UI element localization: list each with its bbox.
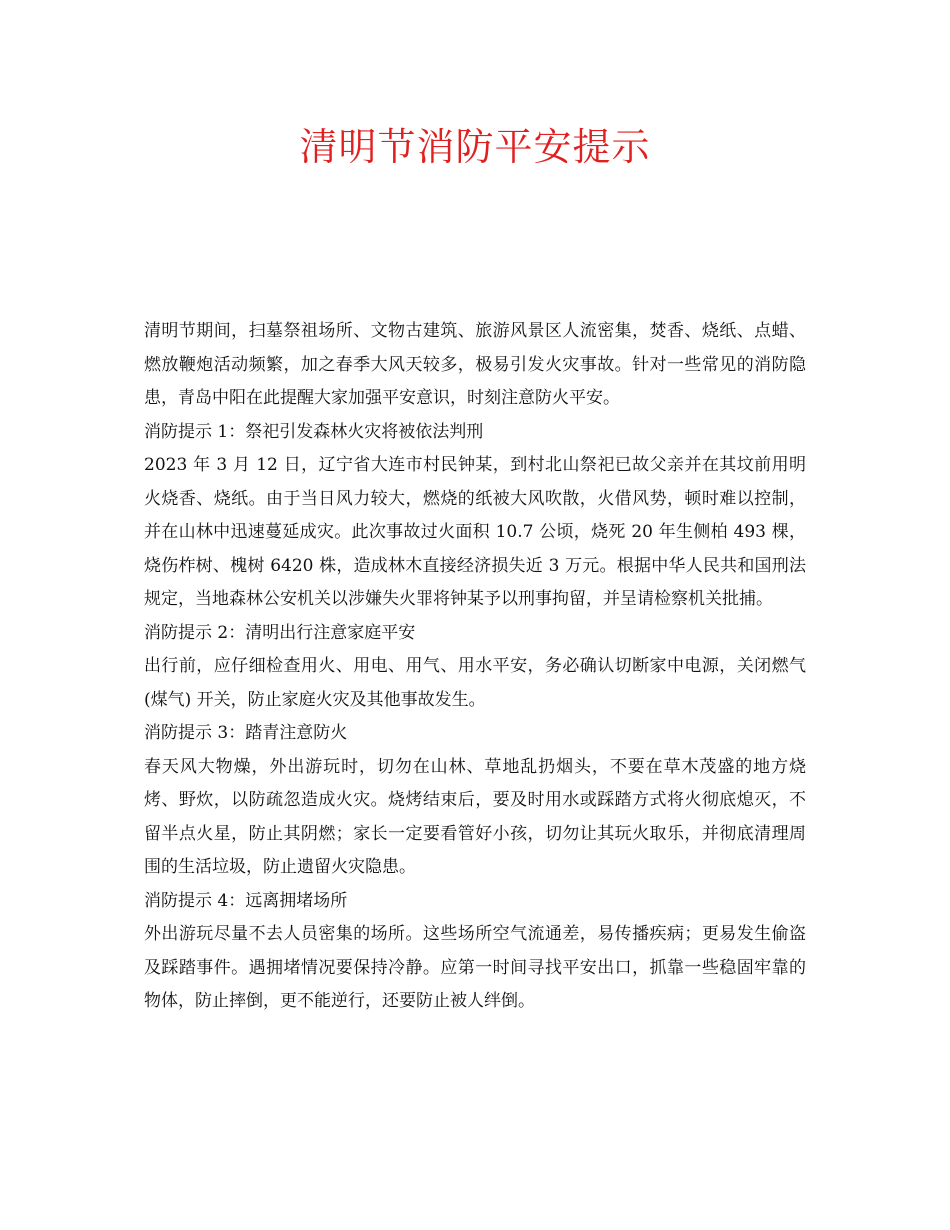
document-body: [144, 315, 806, 1019]
section-body-3: 春天风大物燥，外出游玩时，切勿在山林、草地乱扔烟头，不要在草木茂盛的地方烧烤、野炊，以防疏忽造成火灾。烧烤结束后，要及时用水或踩踏方式将火彻底熄灭，不留半点火星，防止其阴燃；家长一定要看管好小孩，切勿让其玩火取乐，并彻底清理周围的生活垃圾，防止遗留火灾隐患。: [144, 756, 806, 877]
section-body-2: 出行前，应仔细检查用火、用电、用气、用水平安，务必确认切断家中电源，关闭燃气(煤气) 开关，防止家庭火灾及其他事故发生。: [144, 656, 806, 710]
intro-paragraph: 清明节期间，扫墓祭祖场所、文物古建筑、旅游风景区人流密集，焚香、烧纸、点蜡、燃放鞭炮活动频繁，加之春季大风天较多，极易引发火灾事故。针对一些常见的消防隐患，青岛中阳在此提醒大家加强平安意识，时刻注意防火平安。: [144, 321, 806, 408]
section-heading-2: 消防提示 2：清明出行注意家庭平安: [144, 622, 416, 643]
document-title: 清明节消防平安提示: [299, 125, 651, 169]
section-heading-1: 消防提示 1：祭祀引发森林火灾将被依法判刑: [144, 421, 484, 442]
section-heading-4: 消防提示 4：远离拥堵场所: [144, 890, 348, 911]
section-body-4: 外出游玩尽量不去人员密集的场所。这些场所空气流通差，易传播疾病；更易发生偷盗及踩踏事件。遇拥堵情况要保持冷静。应第一时间寻找平安出口，抓靠一些稳固牢靠的物体，防止摔倒，更不能逆行，还要防止被人绊倒。: [144, 924, 806, 1011]
section-body-1: 2023 年 3 月 12 日，辽宁省大连市村民钟某，到村北山祭祀已故父亲并在其坟前用明火烧香、烧纸。由于当日风力较大，燃烧的纸被大风吹散，火借风势，顿时难以控制，并在山林中迅速蔓延成灾。此次事故过火面积 10.7 公顷，烧死 20 年生侧柏 493 棵，烧伤柞树、槐树 6420 株，造成林木直接经济损失近 3 万元。根据中华人民共和国刑法规定，当地森林公安机关以涉嫌失火罪将钟某予以刑事拘留，并呈请检察机关批捕。: [144, 455, 806, 609]
section-heading-3: 消防提示 3：踏青注意防火: [144, 723, 348, 743]
